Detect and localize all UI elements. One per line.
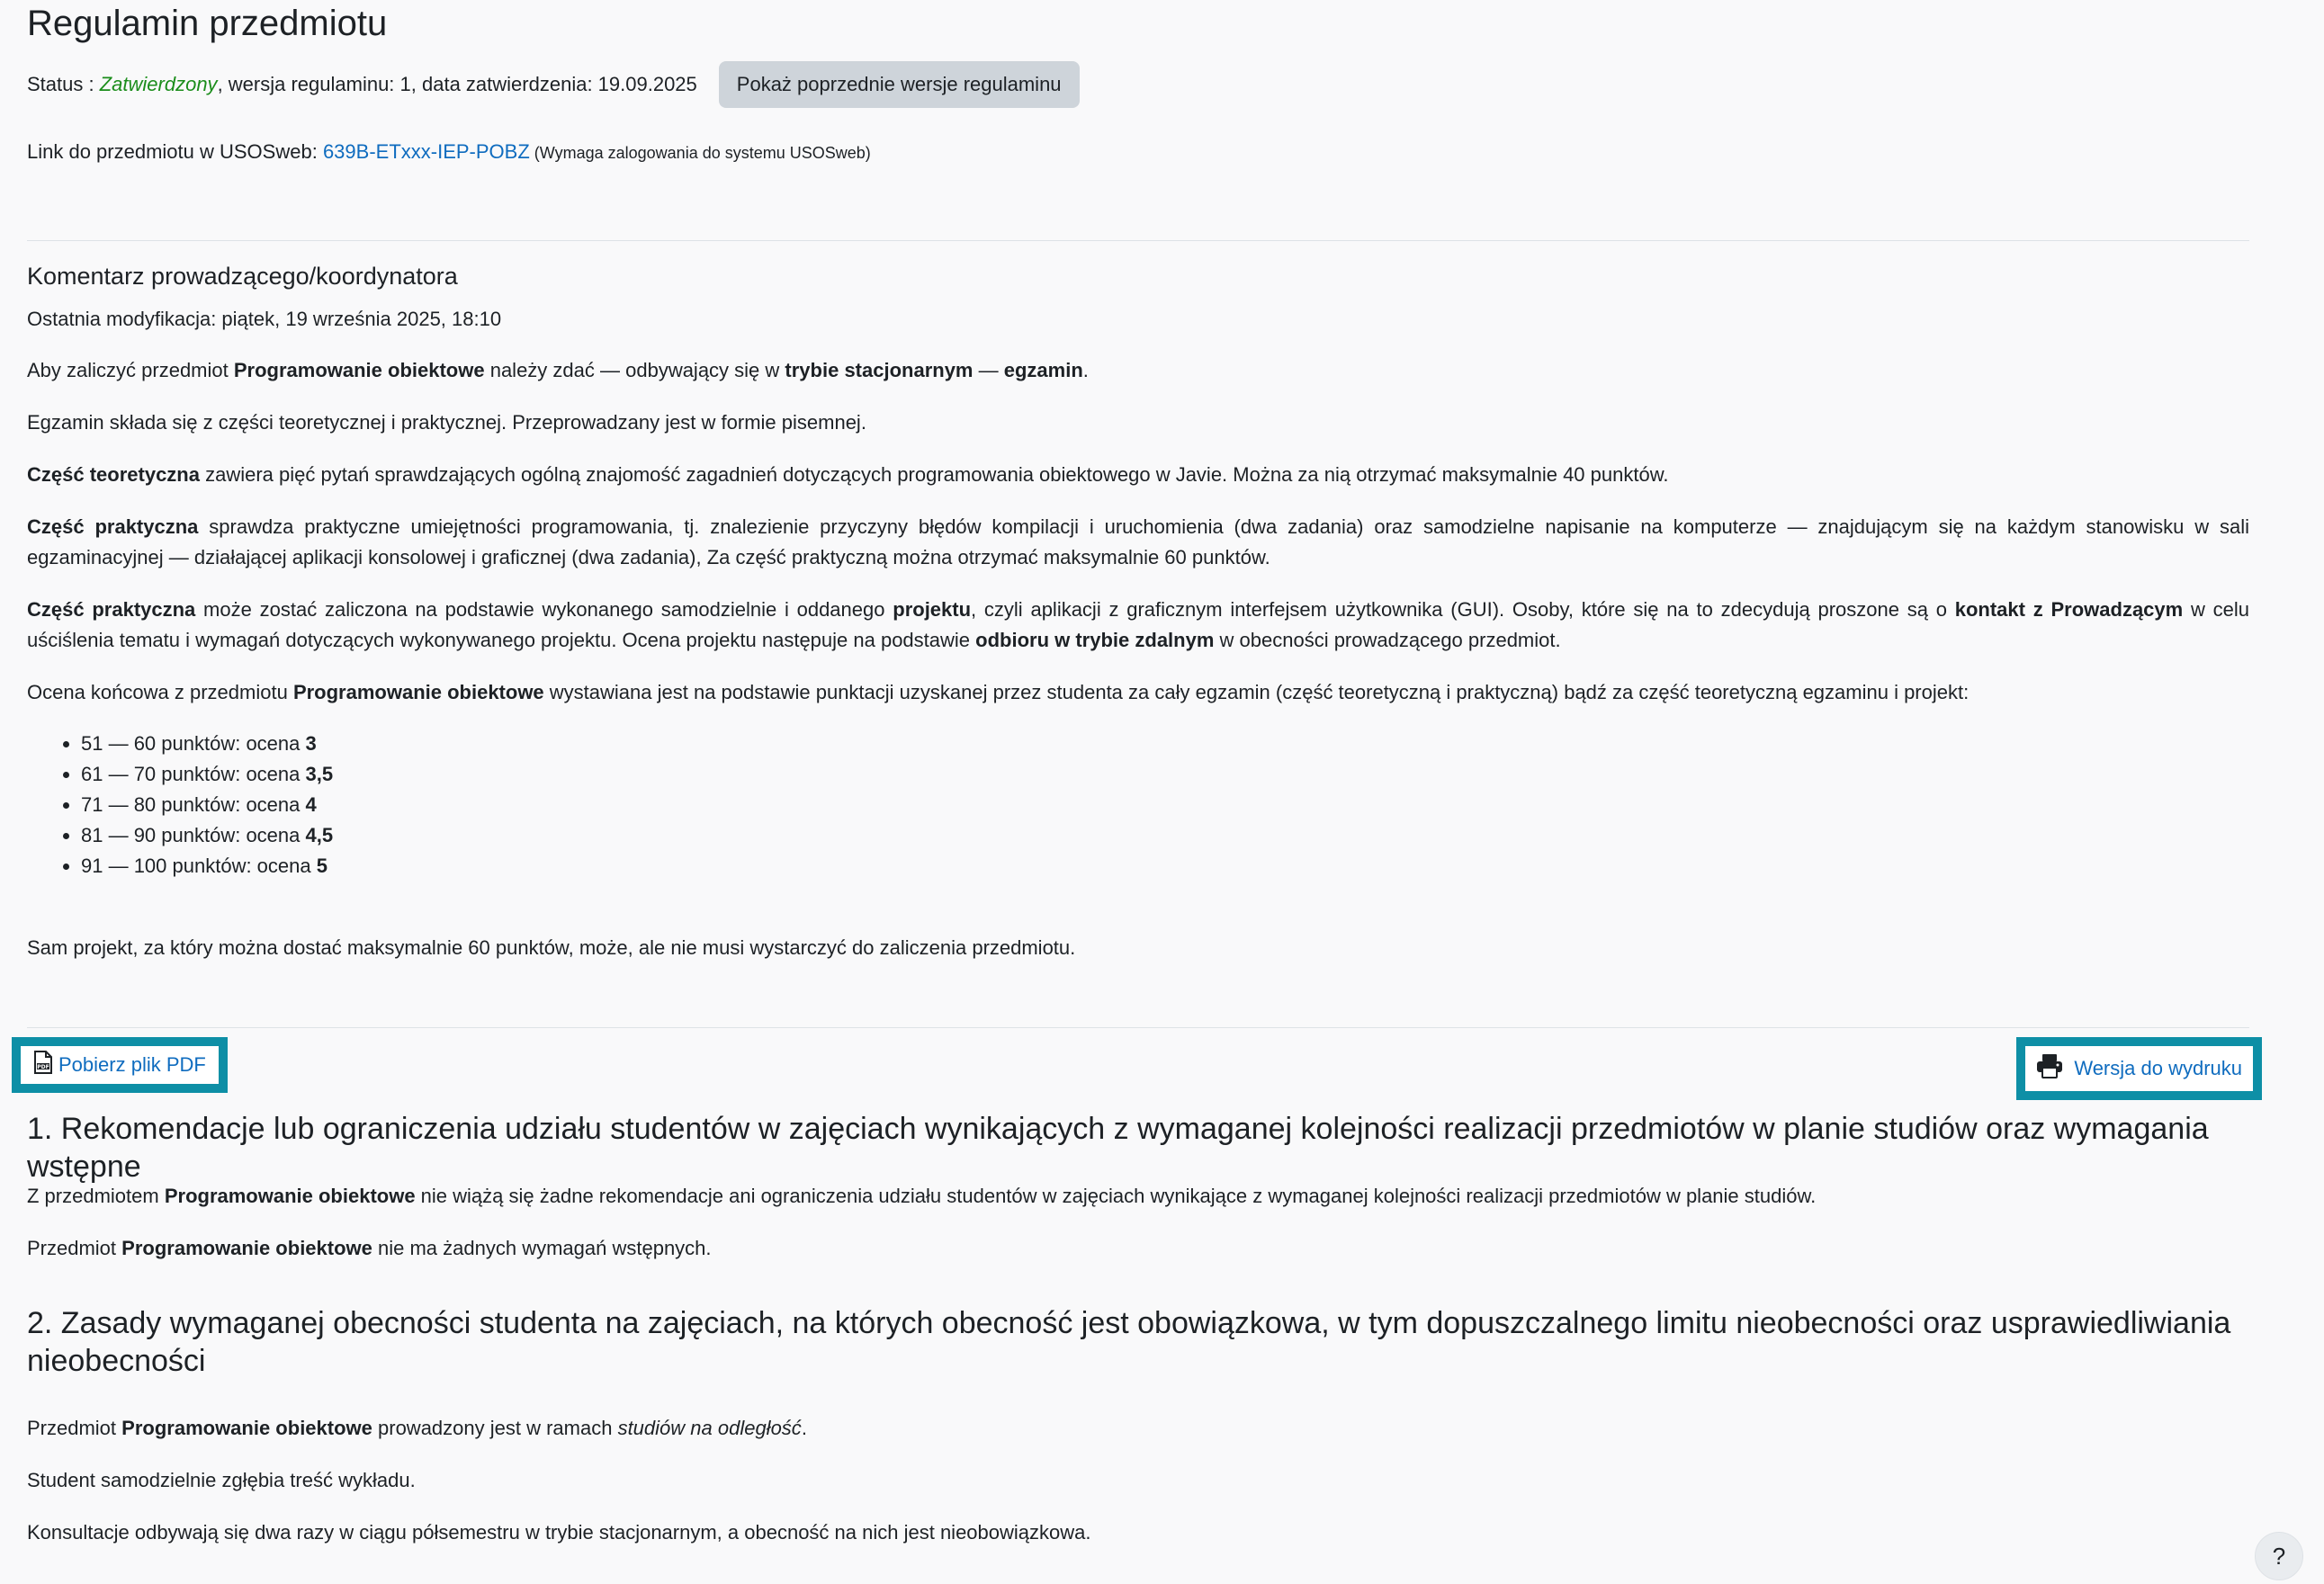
list-item: [81, 790, 333, 820]
previous-versions-button[interactable]: Pokaż poprzednie wersje regulaminu: [719, 61, 1080, 108]
text: Przedmiot: [27, 1237, 122, 1259]
text: Aby zaliczyć przedmiot: [27, 359, 234, 381]
course-name: Programowanie obiektowe: [121, 1417, 372, 1439]
status-row: [27, 61, 1080, 108]
text: Ocena końcowa z przedmiotu: [27, 681, 293, 703]
text: w obecności prowadzącego przedmiot.: [1214, 629, 1561, 651]
grade-value: 3: [305, 732, 317, 755]
comment-paragraph-5: [27, 595, 2249, 656]
usos-login-note: (Wymaga zalogowania do systemu USOSweb): [529, 144, 871, 162]
course-name: Programowanie obiektowe: [121, 1237, 372, 1259]
text: .: [1082, 359, 1089, 381]
comment-paragraph-6: [27, 677, 2249, 708]
text: może zostać zaliczona na podstawie wykonanego samodzielnie i oddanego: [195, 598, 893, 621]
status-suffix: , wersja regulaminu: 1, data zatwierdzenia: 19.09.2025: [217, 73, 697, 95]
text: Przedmiot: [27, 1417, 122, 1439]
course-name: Programowanie obiektowe: [292, 681, 544, 703]
status-prefix: Status :: [27, 73, 100, 95]
list-item: [81, 729, 333, 759]
download-pdf-button[interactable]: [12, 1037, 228, 1093]
status-value: Zatwierdzony: [99, 73, 218, 95]
comment-paragraph-2: Egzamin składa się z części teoretycznej i praktycznej. Przeprowadzany jest w formie pisemnej.: [27, 411, 866, 434]
text: prowadzony jest w ramach: [372, 1417, 618, 1439]
text: Z przedmiotem: [27, 1185, 165, 1207]
print-version-label: Wersja do wydruku: [2074, 1057, 2242, 1079]
emphasis: projektu: [893, 598, 972, 621]
help-button[interactable]: ?: [2255, 1532, 2303, 1580]
grade-range: 61 — 70 punktów: ocena: [81, 763, 306, 785]
text: w celu uściślenia tematu i wymagań dotyczących wykonywanego projektu. Ocena projektu następuje na podstawie: [27, 598, 2249, 651]
grade-range: 91 — 100 punktów: ocena: [81, 855, 317, 877]
usos-link-row: [27, 140, 871, 164]
course-name: Programowanie obiektowe: [164, 1185, 416, 1207]
grade-range: 81 — 90 punktów: ocena: [81, 824, 306, 846]
emphasis: odbioru w trybie zdalnym: [975, 629, 1215, 651]
grade-value: 4,5: [305, 824, 334, 846]
divider: [27, 1027, 2249, 1028]
text: nie ma żadnych wymagań wstępnych.: [372, 1237, 712, 1259]
emphasis: Część praktyczna: [27, 515, 199, 538]
divider: [27, 240, 2249, 241]
text: wystawiana jest na podstawie punktacji uzyskanej przez studenta za cały egzamin (część teoretyczną i praktyczną) bądź za część teoretyczną egzaminu i projekt:: [543, 681, 1970, 703]
emphasis: trybie stacjonarnym: [785, 359, 974, 381]
emphasis: Część praktyczna: [27, 598, 196, 621]
comment-paragraph-7: Sam projekt, za który można dostać maksymalnie 60 punktów, może, ale nie musi wystarczyć do zaliczenia przedmiotu.: [27, 936, 1076, 959]
grade-range: 71 — 80 punktów: ocena: [81, 793, 306, 816]
page-title: Regulamin przedmiotu: [27, 4, 388, 43]
course-name: Programowanie obiektowe: [233, 359, 485, 381]
text: należy zdać — odbywający się w: [484, 359, 785, 381]
emphasis: kontakt z Prowadzącym: [1954, 598, 2184, 621]
svg-text:PDF: PDF: [37, 1064, 49, 1070]
section-2-title: 2. Zasady wymaganej obecności studenta na zajęciach, na których obecność jest obowiązkowa, w tym dopuszczalnego limitu nieobecności oraz usprawiedliwiania nieobecności: [27, 1306, 2231, 1378]
usos-course-link[interactable]: 639B-ETxxx-IEP-POBZ: [322, 140, 530, 163]
section-1-title: 1. Rekomendacje lub ograniczenia udziału studentów w zajęciach wynikających z wymaganej kolejności realizacji przedmiotów w planie studiów oraz wymagania wstępne: [27, 1112, 2209, 1184]
grade-value: 3,5: [305, 763, 334, 785]
section-2-paragraph-3: Konsultacje odbywają się dwa razy w ciągu półsemestru w trybie stacjonarnym, a obecność na nich jest nieobowiązkowa.: [27, 1521, 1091, 1544]
pdf-file-icon: [33, 1051, 53, 1079]
list-item: [81, 759, 333, 790]
grade-value: 4: [305, 793, 317, 816]
text: —: [973, 359, 1004, 381]
list-item: [81, 820, 333, 851]
emphasis: Część teoretyczna: [27, 463, 200, 486]
comment-paragraph-3: [27, 460, 2249, 490]
section-1-paragraph-1: [27, 1181, 2249, 1212]
print-version-button[interactable]: [2016, 1037, 2262, 1100]
download-pdf-label: Pobierz plik PDF: [58, 1053, 206, 1076]
last-modified: Ostatnia modyfikacja: piątek, 19 września 2025, 18:10: [27, 308, 502, 330]
status-text: [27, 73, 697, 96]
comment-paragraph-4: [27, 512, 2249, 573]
text: .: [801, 1417, 807, 1439]
text: sprawdza praktyczne umiejętności programowania, tj. znalezienie przyczyny błędów kompilacji i uruchomienia (dwa zadania) oraz samodzielne napisanie na komputerze — znajdującym się na każdym stanowisku w sali egzaminacyjnej — działającej aplikacji konsolowej i graficznej (dwa zadania), Za część praktyczną można otrzymać maksymalnie 60 punktów.: [27, 515, 2249, 568]
emphasis: studiów na odległość: [617, 1417, 802, 1439]
printer-icon: [2036, 1053, 2063, 1084]
section-2-paragraph-2: Student samodzielnie zgłębia treść wykładu.: [27, 1469, 416, 1491]
section-2-paragraph-1: [27, 1413, 2249, 1444]
comment-title: Komentarz prowadzącego/koordynatora: [27, 263, 458, 290]
section-1-paragraph-2: [27, 1233, 2249, 1264]
text: zawiera pięć pytań sprawdzających ogólną znajomość zagadnień dotyczących programowania obiektowego w Javie. Można za nią otrzymać maksymalnie 40 punktów.: [199, 463, 1669, 486]
grade-value: 5: [316, 855, 328, 877]
text: nie wiążą się żadne rekomendacje ani ograniczenia udziału studentów w zajęciach wynikające z wymaganej kolejności realizacji przedmiotów w planie studiów.: [415, 1185, 1817, 1207]
usos-link-label: Link do przedmiotu w USOSweb:: [27, 140, 323, 163]
grade-list: [27, 729, 333, 881]
list-item: [81, 851, 333, 881]
emphasis: egzamin: [1003, 359, 1083, 381]
text: , czyli aplikacji z graficznym interfejsem użytkownika (GUI). Osoby, które się na to zdecydują proszone są o: [971, 598, 1955, 621]
grade-range: 51 — 60 punktów: ocena: [81, 732, 306, 755]
comment-paragraph-1: [27, 355, 2249, 386]
